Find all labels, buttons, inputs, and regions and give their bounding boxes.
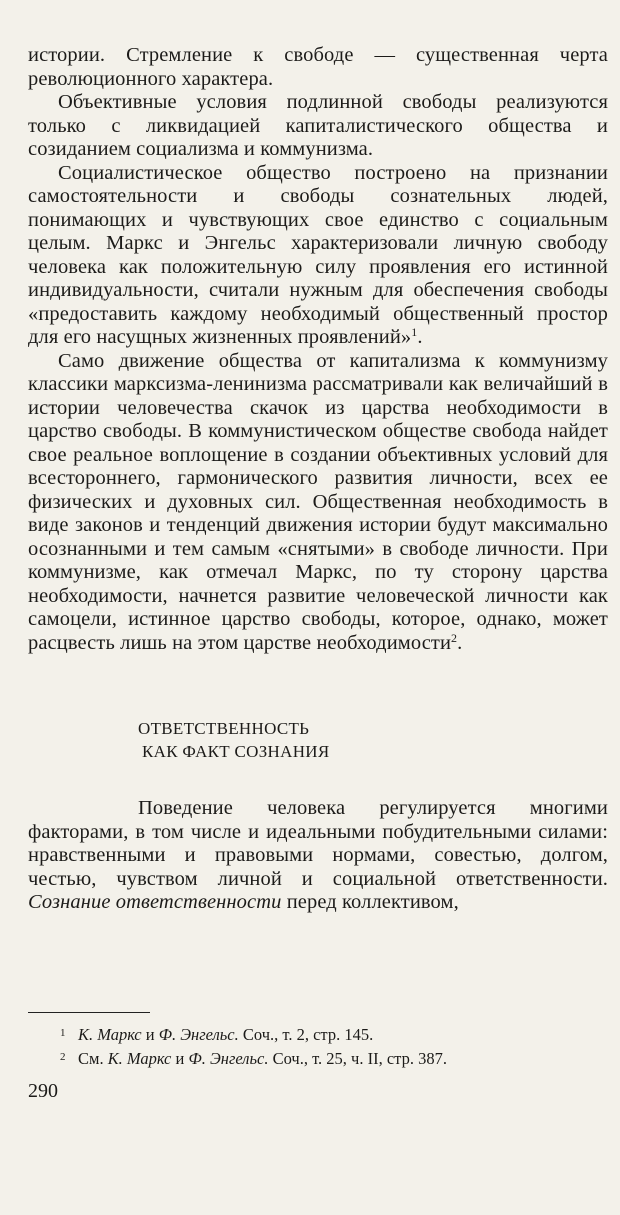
text-run: . [457, 631, 463, 654]
italic-text: К. Маркс [78, 1025, 142, 1044]
footnote-reference: 2 [451, 630, 458, 645]
section-heading [138, 717, 608, 763]
text-run: перед коллективом, [281, 891, 459, 913]
italic-text: К. Маркс [107, 1049, 172, 1068]
text-run: Поведение человека регулируется многими факторами, в том числе и идеальными побудительными силами: нравственными и правовыми нормами, совестью, долгом, честью, чувством личной и социальной ответственности. [28, 797, 608, 890]
main-text [28, 44, 608, 915]
footnote-text [78, 1025, 373, 1044]
italic-text: Ф. Энгельс. [158, 1025, 239, 1044]
text-run: и [171, 1049, 189, 1068]
text-run: Социалистическое общество построено на признании самостоятельности и свободы сознательных людей, понимающих и чувствующих свое единство с социальным целым. Маркс и Энгельс характеризовали личную свободу человека как положительную силу проявления его истинной индивидуальности, считали нужным для обеспечения свободы «предоставить каждому необходимый общественный простор для его насущных жизненных проявлений» [28, 161, 608, 348]
text-run: Соч., т. 2, стр. 145. [238, 1025, 374, 1044]
page-number: 290 [28, 1080, 58, 1102]
paragraph-4 [28, 350, 608, 656]
footnote-2 [60, 1046, 620, 1070]
section-heading-line-2: КАК ФАКТ СОЗНАНИЯ [142, 742, 330, 761]
text-run: Объективные условия подлинной свободы реализуются только с ликвидацией капиталистического общества и созиданием социализма и коммунизма. [28, 91, 608, 160]
text-run: и [141, 1025, 159, 1044]
text-run: истории. Стремление к свободе — существенная черта революционного характера. [28, 44, 608, 90]
text-run: См. [78, 1049, 108, 1068]
footnote-number: 1 [60, 1027, 66, 1039]
footnote-text [78, 1049, 447, 1068]
footnote-reference: 1 [411, 325, 418, 339]
text-run: . [417, 326, 423, 348]
paragraph-2 [28, 91, 608, 162]
footnote-1 [60, 1022, 620, 1046]
footnote-number: 2 [60, 1051, 66, 1063]
italic-text: Ф. Энгельс. [188, 1049, 269, 1068]
italic-text: Сознание ответственности [28, 891, 282, 913]
paragraph-5 [28, 797, 608, 915]
paragraph-3 [28, 162, 608, 350]
text-run: Само движение общества от капитализма к коммунизму классики марксизма-ленинизма рассматривали как величайший в истории человечества скачок из царства необходимости в царство свободы. В коммунистическом обществе свобода найдет свое реальное воплощение в создании объективных условий для всестороннего, гармонического развития личности, всех ее физических и духовных сил. Общественная необходимость в виде законов и тенденций движения истории будут максимально осознанными и тем самым «снятыми» в свободе личности. При коммунизме, как отмечал Маркс, по ту сторону царства необходимости, начнется развитие человеческой личности как самоцели, истинное царство свободы, которое, однако, может расцвесть лишь на этом царстве необходимости [28, 349, 608, 654]
text-run: Соч., т. 25, ч. II, стр. 387. [268, 1049, 447, 1068]
footnotes [60, 1022, 620, 1070]
section-heading-line-1: ОТВЕТСТВЕННОСТЬ [138, 719, 310, 738]
footnote-rule [28, 1012, 150, 1013]
paragraph-1 [28, 44, 608, 91]
